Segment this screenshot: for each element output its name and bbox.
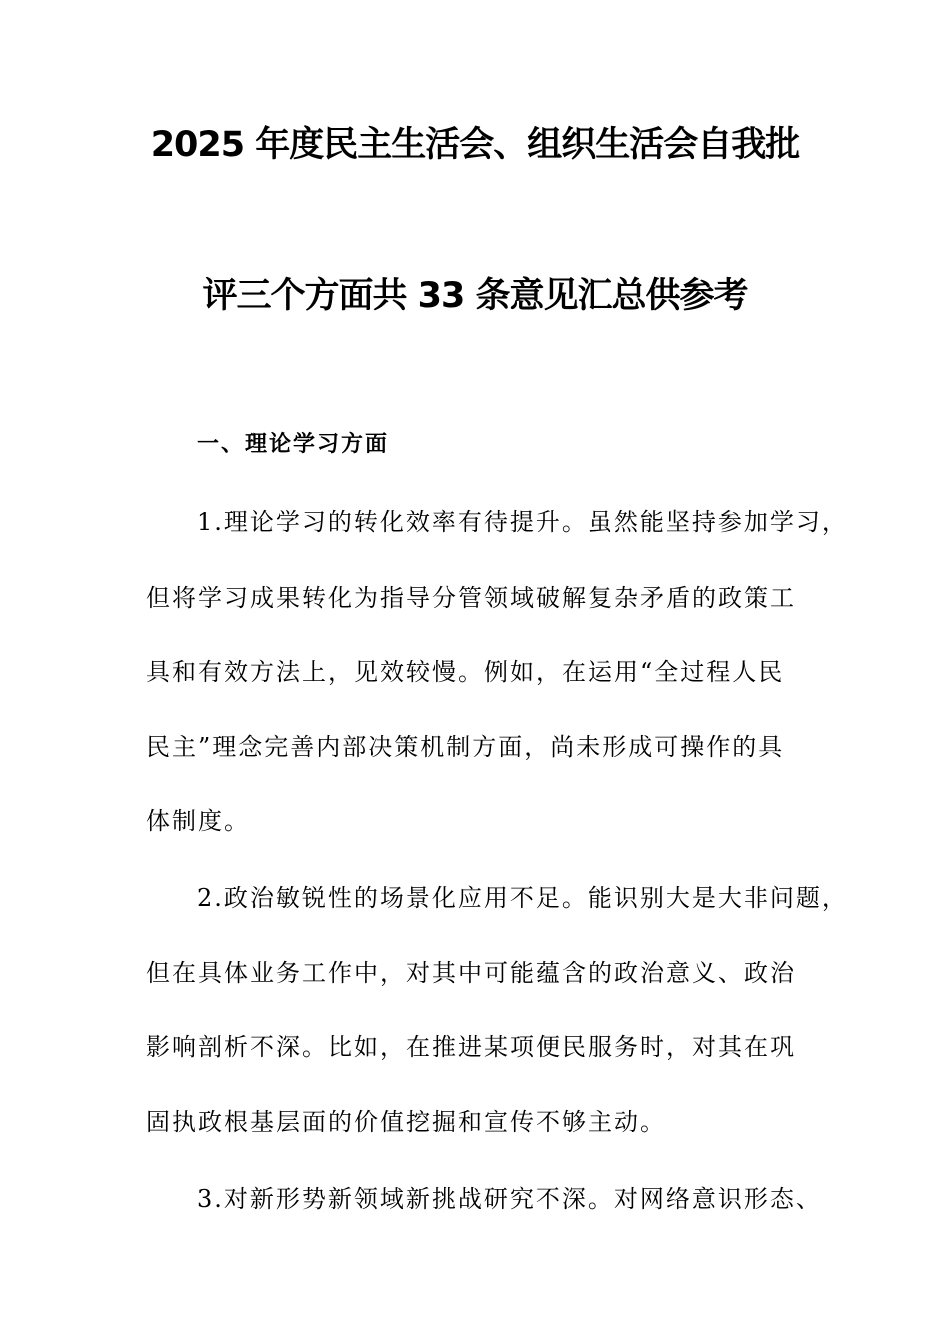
paragraph-1-line-3: 具和有效方法上，见效较慢。例如，在运用“全过程人民 xyxy=(146,658,785,686)
document-title-line-1: 2025 年度民主生活会、组织生活会自我批 xyxy=(150,125,800,165)
paragraph-1-line-4: 民主”理念完善内部决策机制方面，尚未形成可操作的具 xyxy=(146,733,785,761)
paragraph-2-line-3: 影响剖析不深。比如，在推进某项便民服务时，对其在巩 xyxy=(146,1033,796,1061)
paragraph-2-line-4: 固执政根基层面的价值挖掘和宣传不够主动。 xyxy=(146,1108,666,1136)
section-heading: 一、理论学习方面 xyxy=(197,431,390,457)
paragraph-1-line-2: 但将学习成果转化为指导分管领域破解复杂矛盾的政策工 xyxy=(146,584,796,612)
paragraph-1-line-1: 1.理论学习的转化效率有待提升。虽然能坚持参加学习， xyxy=(197,508,848,536)
paragraph-1-line-5: 体制度。 xyxy=(146,807,250,835)
document-title-line-2: 评三个方面共 33 条意见汇总供参考 xyxy=(202,276,748,316)
paragraph-2-line-2: 但在具体业务工作中，对其中可能蕴含的政治意义、政治 xyxy=(146,959,796,987)
paragraph-3-line-1: 3.对新形势新领域新挑战研究不深。对网络意识形态、 xyxy=(197,1185,822,1213)
paragraph-2-line-1: 2.政治敏锐性的场景化应用不足。能识别大是大非问题， xyxy=(197,884,848,912)
